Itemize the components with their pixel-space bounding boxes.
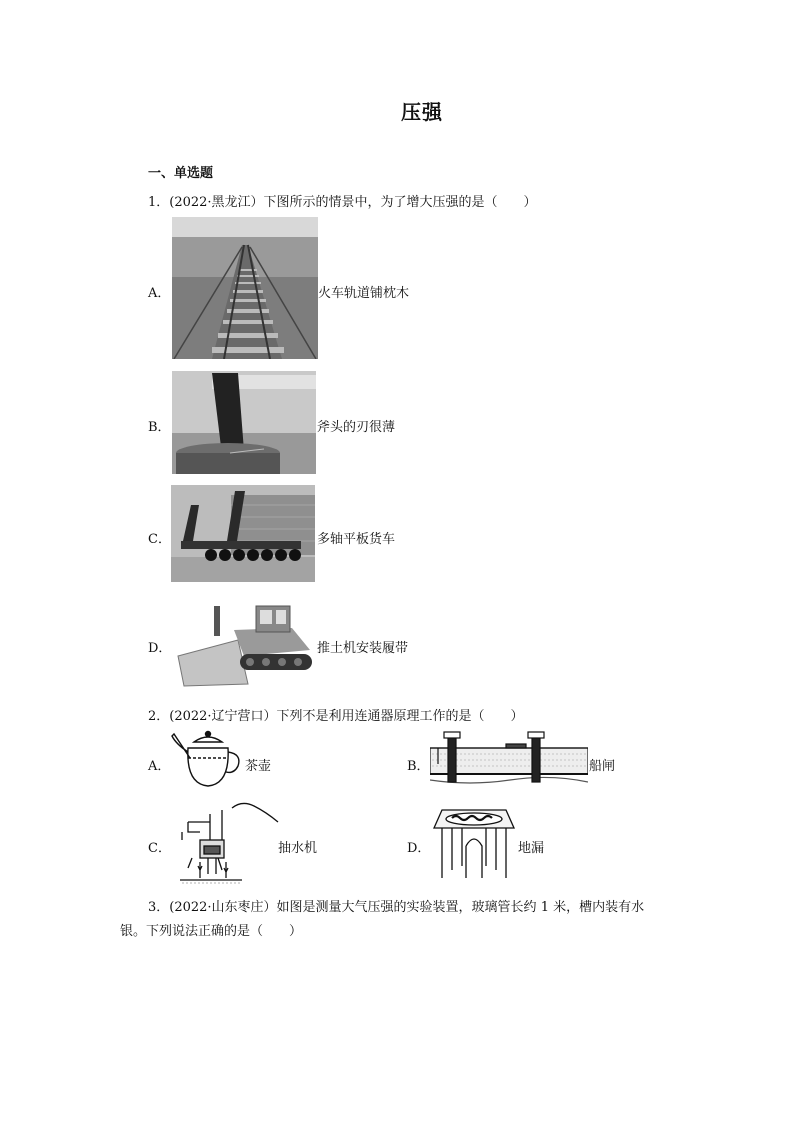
q1-option-c-letter: C． [148,532,171,547]
bulldozer-photo [174,600,316,690]
q1-option-d-letter: D． [148,641,172,656]
teapot-drawing [170,728,244,790]
page-title: 压强 [401,100,443,124]
q2-option-d-caption: 地漏 [518,841,545,856]
q2-option-a-letter: A． [148,759,171,774]
q2-option-c-caption: 抽水机 [278,841,318,856]
question-3-stem-line-1: 3．(2022·山东枣庄）如图是测量大气压强的实验装置，玻璃管长约 1 米，槽内装有水 [148,900,645,915]
q1-option-b-caption: 斧头的刃很薄 [317,420,396,435]
ship-lock-drawing [430,730,588,792]
question-1-stem: 1．(2022·黑龙江）下图所示的情景中，为了增大压强的是（ ） [148,195,537,210]
flatbed-truck-photo [171,485,315,582]
floor-drain-drawing [432,806,516,880]
q1-option-c-caption: 多轴平板货车 [317,532,396,547]
water-pump-drawing [170,800,280,886]
q2-option-d-letter: D． [407,841,431,856]
q1-option-a-letter: A． [148,286,171,301]
q2-option-a-caption: 茶壶 [245,759,272,774]
q2-option-c-letter: C． [148,841,171,856]
q1-option-b-letter: B． [148,420,171,435]
q1-option-d-caption: 推土机安装履带 [317,641,409,656]
q1-option-a-caption: 火车轨道铺枕木 [318,286,410,301]
section-heading: 一、单选题 [148,166,214,181]
axe-photo [172,371,316,474]
q2-option-b-letter: B． [407,759,430,774]
question-3-stem-line-2: 银。下列说法正确的是（ ） [120,924,303,939]
q2-option-b-caption: 船闸 [589,759,616,774]
question-2-stem: 2．(2022·辽宁营口）下列不是利用连通器原理工作的是（ ） [148,709,524,724]
railway-photo [172,217,318,359]
